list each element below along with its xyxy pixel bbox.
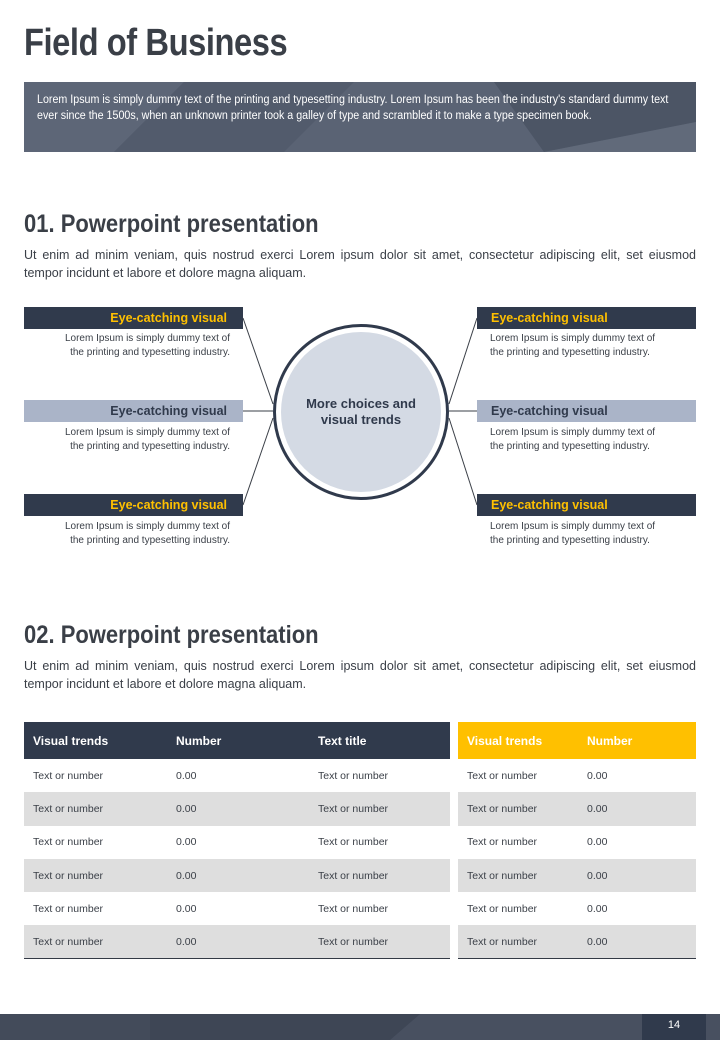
table-header: Number <box>167 722 309 759</box>
table-row <box>458 925 696 958</box>
card-2-title: Eye-catching visual <box>24 400 243 422</box>
section1-title: 01. Powerpoint presentation <box>24 210 319 238</box>
table-row <box>24 759 450 792</box>
card-5-title: Eye-catching visual <box>477 400 696 422</box>
table-cell: 0.00 <box>578 792 696 825</box>
table-cell: Text or number <box>318 836 389 849</box>
table-cell: Text or number <box>467 836 538 849</box>
table-cell: Text or number <box>24 925 167 958</box>
table-cell: 0.00 <box>578 925 696 958</box>
table-cell: Text or number <box>24 792 167 825</box>
table-row <box>24 925 450 958</box>
table-cell: 0.00 <box>587 902 608 915</box>
table-cell: 0.00 <box>587 769 608 782</box>
table-cell: 0.00 <box>176 836 197 849</box>
hub-text: More choices and visual trends <box>306 396 416 427</box>
table-row <box>24 892 450 925</box>
table-cell: Text or number <box>318 902 389 915</box>
page-title: Field of Business <box>24 22 288 64</box>
table-cell: 0.00 <box>176 769 197 782</box>
table-header: Visual trends <box>24 722 167 759</box>
table-cell: 0.00 <box>578 859 696 892</box>
section2-body: Ut enim ad minim veniam, quis nostrud exerci Lorem ipsum dolor sit amet, consectetur adipiscing elit, set eiusmod tempor incidunt et labore et dolore magna aliquam. <box>24 659 696 691</box>
table-cell: 0.00 <box>587 836 608 849</box>
table-header: Visual trends <box>458 722 578 759</box>
footer-polygon-texture <box>0 1014 720 1040</box>
table-row <box>458 826 696 859</box>
table-header-row <box>24 722 450 759</box>
banner-text: Lorem Ipsum is simply dummy text of the printing and typesetting industry. Lorem Ipsum has been the industry's standard dummy text ever since the 1500s, when an unknown printer took a galley of type and scrambled it to make a type specimen book. <box>37 94 669 122</box>
table-cell: Text or number <box>33 902 104 915</box>
side-table <box>458 722 696 959</box>
table-row <box>24 859 450 892</box>
table-cell: Text or number <box>467 902 538 915</box>
table-row <box>458 792 696 825</box>
table-cell: Text or number <box>458 925 578 958</box>
card-6-desc: Lorem Ipsum is simply dummy text of the printing and typesetting industry. <box>490 521 656 546</box>
table-cell: Text or number <box>318 769 389 782</box>
table-header: Number <box>578 722 696 759</box>
table-cell: Text or number <box>309 859 450 892</box>
card-4-title: Eye-catching visual <box>477 307 696 329</box>
section2-title: 02. Powerpoint presentation <box>24 621 319 649</box>
table-cell: Text or number <box>458 792 578 825</box>
table-cell: 0.00 <box>167 859 309 892</box>
table-cell: 0.00 <box>167 792 309 825</box>
table-cell: 0.00 <box>176 902 197 915</box>
table-cell: 0.00 <box>167 925 309 958</box>
card-3-title: Eye-catching visual <box>24 494 243 516</box>
table-row <box>458 892 696 925</box>
footer-bar <box>0 1014 720 1040</box>
table-row <box>458 859 696 892</box>
card-1-title: Eye-catching visual <box>24 307 243 329</box>
table-cell: Text or number <box>458 859 578 892</box>
table-header: Text title <box>309 722 450 759</box>
card-5-desc: Lorem Ipsum is simply dummy text of the printing and typesetting industry. <box>490 427 656 452</box>
hub-circle <box>281 332 441 492</box>
table-row <box>24 826 450 859</box>
table-header-row <box>458 722 696 759</box>
card-6-title: Eye-catching visual <box>477 494 696 516</box>
table-cell: Text or number <box>309 792 450 825</box>
table-cell: Text or number <box>309 925 450 958</box>
table-row <box>458 759 696 792</box>
page-number: 14 <box>642 1014 706 1040</box>
card-1-desc: Lorem Ipsum is simply dummy text of the printing and typesetting industry. <box>64 333 230 358</box>
main-table <box>24 722 450 959</box>
card-4-desc: Lorem Ipsum is simply dummy text of the printing and typesetting industry. <box>490 333 656 358</box>
table-cell: Text or number <box>467 769 538 782</box>
table-cell: Text or number <box>33 836 104 849</box>
table-row <box>24 792 450 825</box>
section1-body: Ut enim ad minim veniam, quis nostrud exerci Lorem ipsum dolor sit amet, consectetur adipiscing elit, set eiusmod tempor incidunt et labore et dolore magna aliquam. <box>24 248 696 280</box>
table-cell: Text or number <box>33 769 104 782</box>
table-cell: Text or number <box>24 859 167 892</box>
card-2-desc: Lorem Ipsum is simply dummy text of the printing and typesetting industry. <box>64 427 230 452</box>
card-3-desc: Lorem Ipsum is simply dummy text of the printing and typesetting industry. <box>64 521 230 546</box>
